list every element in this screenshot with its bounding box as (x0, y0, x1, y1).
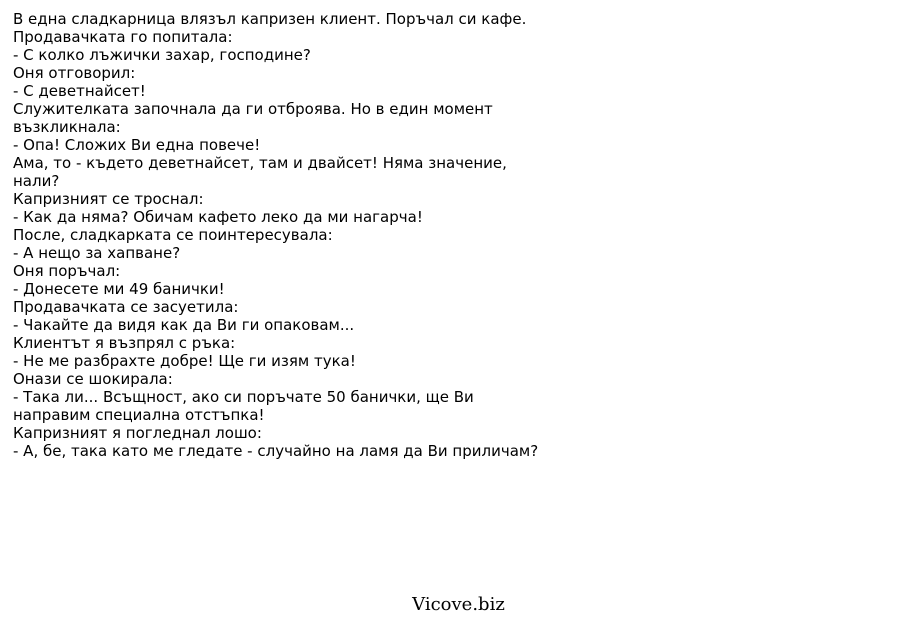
joke-line: - Опа! Сложих Ви една повече! (13, 136, 261, 154)
joke-line: - А, бе, така като ме гледате - случайно на ламя да Ви приличам? (13, 442, 539, 460)
joke-line: - Донесете ми 49 банички! (13, 280, 225, 298)
site-watermark: Vicove.biz (412, 594, 505, 615)
joke-line: Служителката започнала да ги отброява. Но в един момент възкликнала: (13, 100, 493, 136)
joke-line: - Така ли... Всъщност, ако си поръчате 50 банички, ще Ви направим специална отстъпка! (13, 388, 474, 424)
joke-line: Оня поръчал: (13, 262, 121, 280)
joke-line: Оня отговорил: (13, 64, 136, 82)
joke-line: - Чакайте да видя как да Ви ги опаковам... (13, 316, 355, 334)
joke-line: После, сладкарката се поинтересувала: (13, 226, 333, 244)
joke-line: - С колко лъжички захар, господине? (13, 46, 311, 64)
joke-line: - Как да няма? Обичам кафето леко да ми нагарча! (13, 208, 423, 226)
joke-line: Капризният се троснал: (13, 190, 204, 208)
joke-line: Клиентът я възпрял с ръка: (13, 334, 236, 352)
joke-line: Капризният я погледнал лошо: (13, 424, 262, 442)
joke-line: Продавачката се засуетила: (13, 298, 239, 316)
joke-line: Продавачката го попитала: (13, 28, 233, 46)
joke-text (13, 10, 543, 460)
joke-line: - Не ме разбрахте добре! Ще ги изям тука! (13, 352, 356, 370)
joke-line: Ама, то - където деветнайсет, там и двайсет! Няма значение, нали? (13, 154, 507, 190)
joke-line: - А нещо за хапване? (13, 244, 181, 262)
joke-line: Онази се шокирала: (13, 370, 173, 388)
joke-line: - С деветнайсет! (13, 82, 146, 100)
joke-line: В една сладкарница влязъл капризен клиент. Поръчал си кафе. (13, 10, 527, 28)
